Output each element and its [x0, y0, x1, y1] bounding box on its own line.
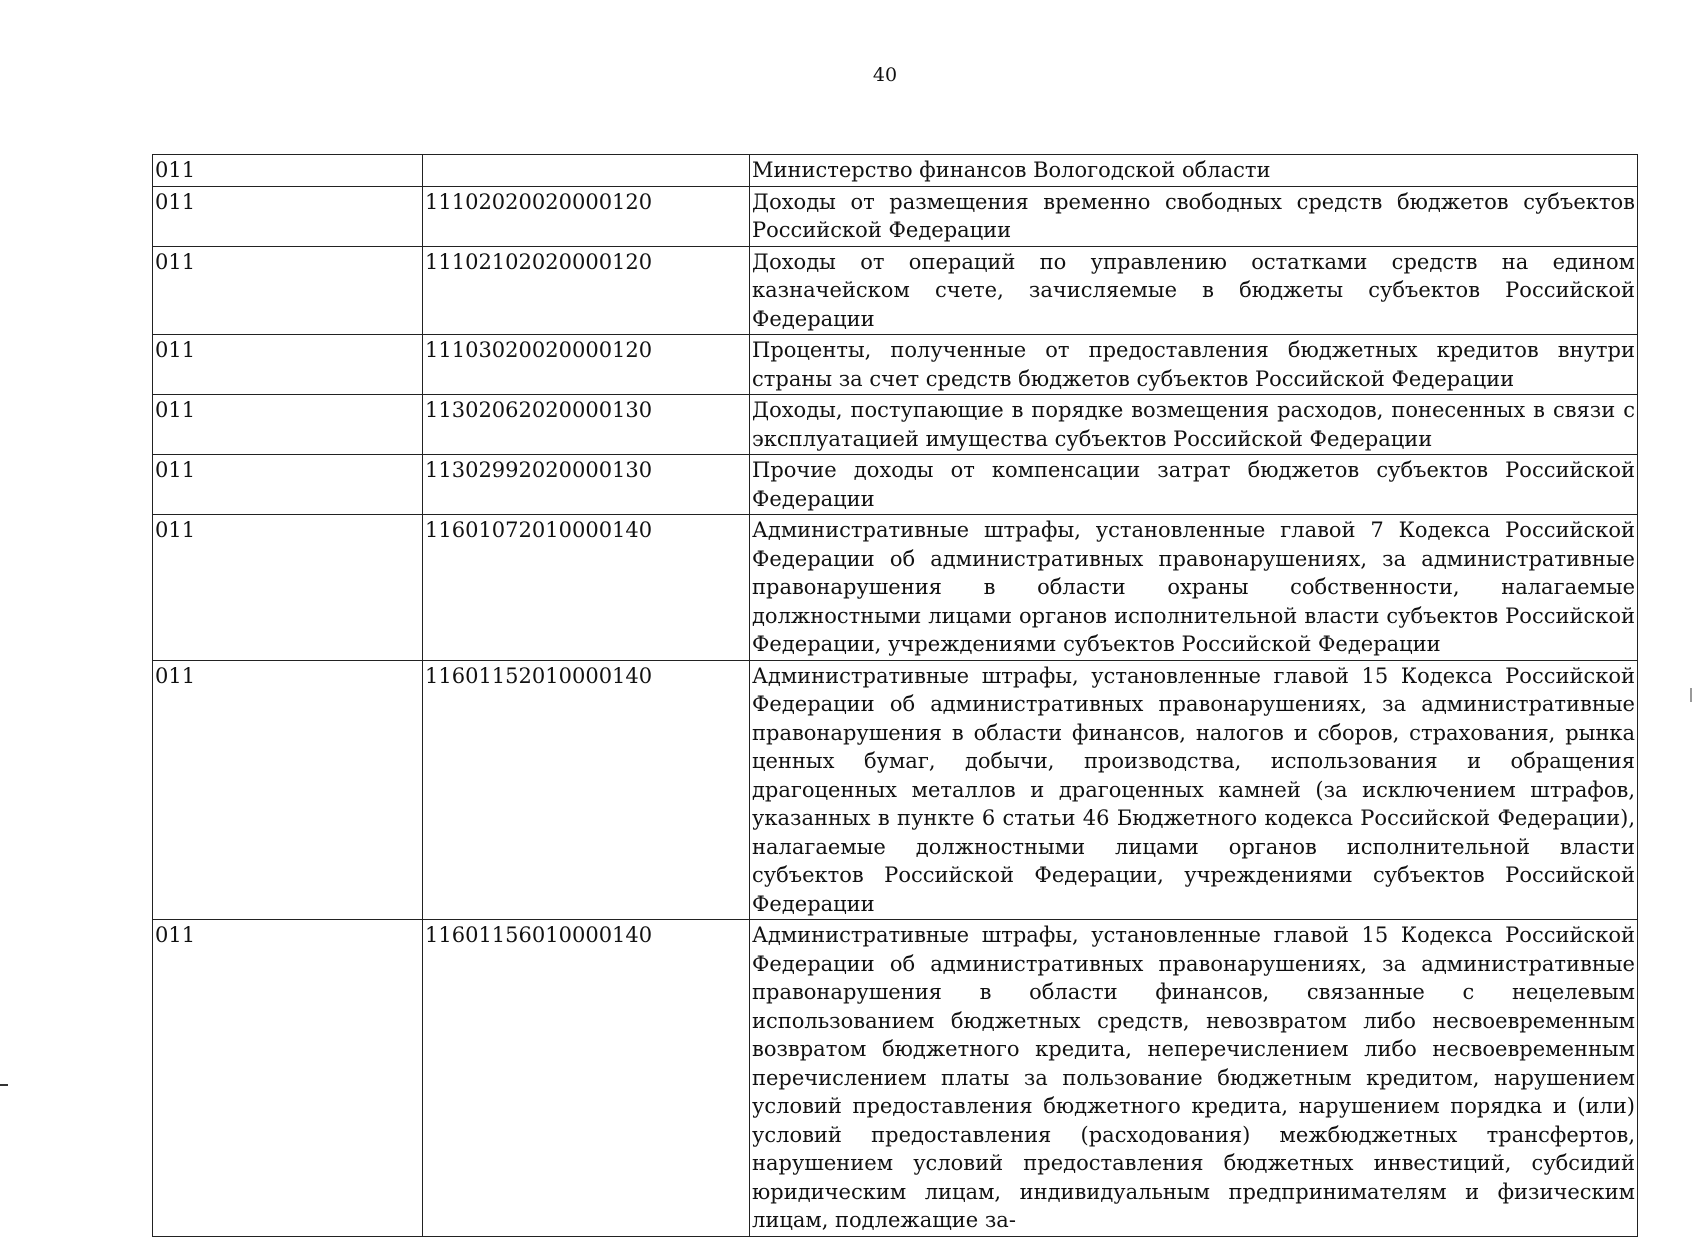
- revenue-description-cell: Административные штрафы, установленные главой 15 Кодекса Российской Федерации об административных правонарушениях, за административные правонарушения в области финансов, налогов и сборов, страхования, рынка ценных бумаг, добычи, производства, использования и обращения драгоценных металлов и драгоценных камней (за исключением штрафов, указанных в пункте 6 статьи 46 Бюджетного кодекса Российской Федерации), налагаемые должностными лицами органов исполнительной власти субъектов Российской Федерации, учреждениями субъектов Российской Федерации: [750, 660, 1638, 920]
- admin-code-cell: 011: [153, 395, 423, 455]
- admin-code-cell: 011: [153, 455, 423, 515]
- budget-classification-code-cell: 11102102020000120: [423, 246, 750, 335]
- admin-code-cell: 011: [153, 246, 423, 335]
- table-row: [153, 920, 1638, 1237]
- revenue-description-cell: Административные штрафы, установленные главой 7 Кодекса Российской Федерации об административных правонарушениях, за административные правонарушения в области охраны собственности, налагаемые должностными лицами органов исполнительной власти субъектов Российской Федерации, учреждениями субъектов Российской Федерации: [750, 515, 1638, 661]
- admin-code-cell: 011: [153, 660, 423, 920]
- budget-classification-code-cell: 11601156010000140: [423, 920, 750, 1237]
- table-row: [153, 515, 1638, 661]
- budget-classification-code-cell: 11302062020000130: [423, 395, 750, 455]
- revenue-description-cell: Доходы от операций по управлению остатками средств на едином казначейском счете, зачисляемые в бюджеты субъектов Российской Федерации: [750, 246, 1638, 335]
- budget-classification-code-cell: 11601072010000140: [423, 515, 750, 661]
- revenue-description-cell: Доходы, поступающие в порядке возмещения расходов, понесенных в связи с эксплуатацией имущества субъектов Российской Федерации: [750, 395, 1638, 455]
- admin-code-cell: 011: [153, 920, 423, 1237]
- table-row: [153, 395, 1638, 455]
- table-row: [153, 455, 1638, 515]
- table-row: [153, 186, 1638, 246]
- table-row: [153, 246, 1638, 335]
- revenue-description-cell: Проценты, полученные от предоставления бюджетных кредитов внутри страны за счет средств бюджетов субъектов Российской Федерации: [750, 335, 1638, 395]
- budget-classification-code-cell: 11302992020000130: [423, 455, 750, 515]
- admin-code-cell: 011: [153, 186, 423, 246]
- budget-classification-code-cell: [423, 155, 750, 187]
- budget-classification-code-cell: 11102020020000120: [423, 186, 750, 246]
- admin-code-cell: 011: [153, 155, 423, 187]
- table-row: [153, 155, 1638, 187]
- budget-classification-code-cell: 11601152010000140: [423, 660, 750, 920]
- revenue-description-cell: Доходы от размещения временно свободных средств бюджетов субъектов Российской Федерации: [750, 186, 1638, 246]
- margin-mark: [0, 1084, 8, 1086]
- revenue-description-cell: Министерство финансов Вологодской области: [750, 155, 1638, 187]
- page-number: 40: [872, 64, 898, 86]
- table-row: [153, 335, 1638, 395]
- revenue-description-cell: Административные штрафы, установленные главой 15 Кодекса Российской Федерации об административных правонарушениях, за административные правонарушения в области финансов, связанные с нецелевым использованием бюджетных средств, невозвратом либо несвоевременным возвратом бюджетного кредита, неперечислением либо несвоевременным перечислением платы за пользование бюджетным кредитом, нарушением условий предоставления бюджетного кредита, нарушением порядка и (или) условий предоставления (расходования) межбюджетных трансфертов, нарушением условий предоставления бюджетных инвестиций, субсидий юридическим лицам, индивидуальным предпринимателям и физическим лицам, подлежащие за-: [750, 920, 1638, 1237]
- revenue-description-cell: Прочие доходы от компенсации затрат бюджетов субъектов Российской Федерации: [750, 455, 1638, 515]
- admin-code-cell: 011: [153, 335, 423, 395]
- budget-classification-code-cell: 11103020020000120: [423, 335, 750, 395]
- margin-mark: [1690, 688, 1692, 702]
- admin-code-cell: 011: [153, 515, 423, 661]
- table-body: [153, 155, 1638, 1237]
- revenue-codes-table: [152, 154, 1638, 1237]
- table-row: [153, 660, 1638, 920]
